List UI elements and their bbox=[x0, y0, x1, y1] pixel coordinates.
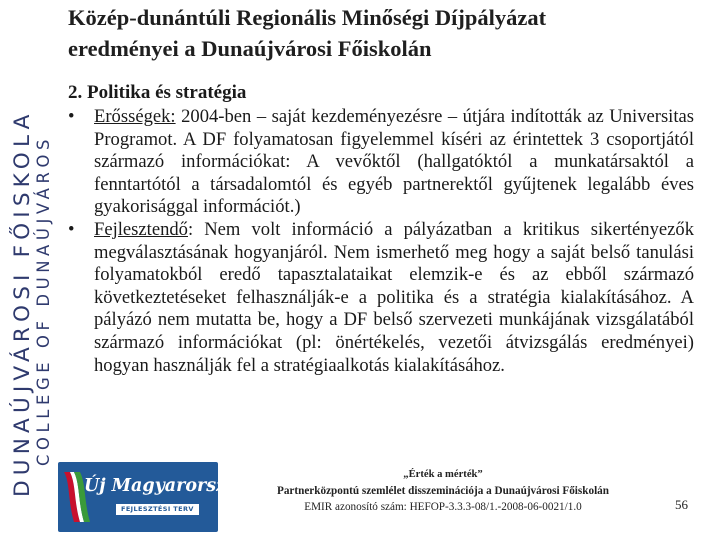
section-heading: 2. Politika és stratégia bbox=[68, 82, 247, 103]
bullet-item-strengths bbox=[68, 106, 694, 219]
uj-magyarorszag-logo bbox=[58, 462, 250, 532]
sidebar-institution-name-english: COLLEGE OF DUNAÚJVÁROS bbox=[34, 135, 53, 466]
footer-project-id: EMIR azonosító szám: HEFOP-3.3.3-08/1.-2008-06-0021/1.0 bbox=[304, 501, 582, 513]
footer-motto: „Érték a mérték” bbox=[403, 469, 483, 480]
footer-project-title: Partnerközpontú szemlélet disszeminációja a Dunaújvárosi Főiskolán bbox=[277, 485, 609, 497]
sidebar-institution-name: DUNAÚJVÁROSI FŐISKOLA bbox=[10, 109, 35, 497]
bullet-item-improvements bbox=[68, 219, 694, 377]
slide-title-line-2: eredményei a Dunaújvárosi Főiskolán bbox=[68, 36, 432, 61]
bullet-label-improvements: Fejlesztendő bbox=[94, 218, 188, 240]
slide-title-line-1: Közép-dunántúli Regionális Minőségi Díjpályázat bbox=[68, 5, 547, 30]
flag-ribbon-icon bbox=[58, 462, 250, 532]
logo-text: Új Magyarország bbox=[84, 476, 250, 496]
bullet-text-strengths: 2004-ben – saját kezdeményezésre – útjára indították az Universitas Programot. A DF folyamatosan figyelemmel kíséri az érintettek 3 csoportjától származó információkat: A vevőktől (hallgatóktól a munkatársaktól a fenntartótól a társadalomtól és egyéb partnerektől gyűjtenek legalább éves gyakorisággal információt.) bbox=[94, 106, 694, 218]
bullet-label-strengths: Erősségek: bbox=[94, 106, 176, 127]
bullet-list bbox=[68, 106, 694, 377]
sidebar-band bbox=[0, 0, 60, 540]
logo-subtitle: FEJLESZTÉSI TERV bbox=[116, 504, 199, 515]
slide-title bbox=[68, 2, 708, 64]
bullet-text-improvements: : Nem volt információ a pályázatban a kritikus sikertényezők megválasztásának hogyanjáról. Nem ismerhető meg hogy a saját belső tanulási folyamatokból eredő tapasztalataikat elemzik-e és az ebből származó következtetéseket felhasználják-e a politika és a stratégia kialakításához. A pályázó nem mutatta be, hogy a DF belső szervezeti munkájának vizsgálatából származó információkat (pl: önértékelés, vezetői átvizsgálás eredményei) hogyan használják fel a stratégiaalkotás kialakításához. bbox=[94, 218, 694, 376]
bullet-icon: • bbox=[68, 106, 75, 127]
footer bbox=[228, 467, 658, 515]
page-number: 56 bbox=[675, 497, 688, 512]
bullet-icon: • bbox=[68, 218, 75, 240]
